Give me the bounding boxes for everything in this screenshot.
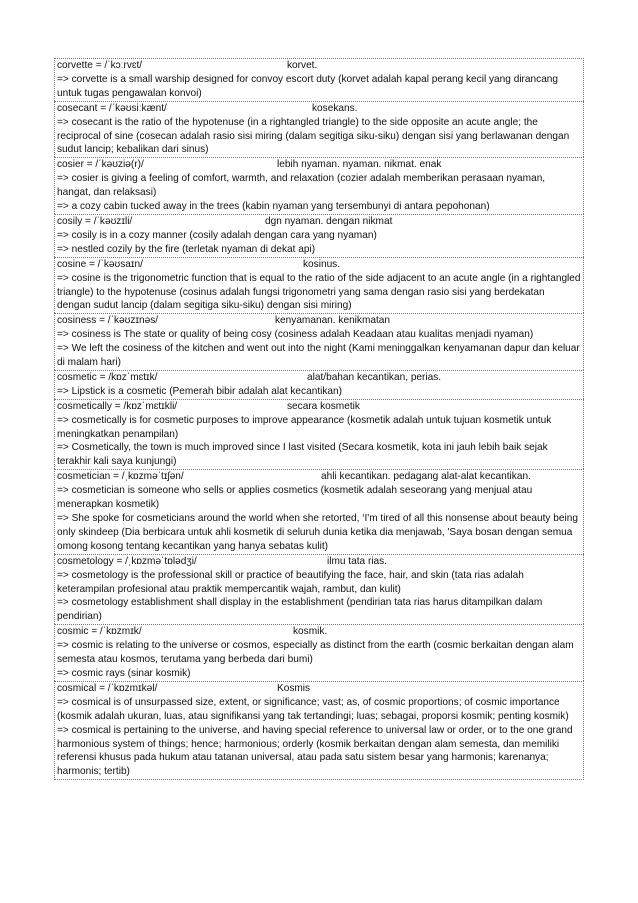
entry-translation: kosmik.	[293, 626, 328, 638]
entry-example-line: => cosmic is relating to the universe or cosmos, especially as distinct from the earth (cosmic berkaitan dengan alam semesta atau kosmos, terutama yang berbeda dari bumi)	[57, 640, 574, 666]
entry-example-line: => She spoke for cosmeticians around the world when she retorted, ‘I'm tired of all this nonsense about beauty being only skindeep (Dia berbicara untuk ahli kosmetik di seluruh dunia ketika dia menjawab, 'Saya bosan dengan semua omong kosong tentang kecantikan yang hanya sebatas kulit)	[57, 513, 578, 552]
entry-headword-row	[57, 555, 581, 569]
entry-example-line: => Cosmetically, the town is much improved since I last visited (Secara kosmetik, kota ini jauh lebih baik sejak terakhir kali saya kunjungi)	[57, 442, 548, 468]
entry-translation: ilmu tata rias.	[327, 555, 388, 567]
dictionary-page	[54, 58, 584, 780]
entry-example-line: => cosmetically is for cosmetic purposes to improve appearance (kosmetik adalah untuk tujuan kosmetik untuk meningkatkan penampilan)	[57, 414, 552, 440]
entry-example-line: => cosmical is of unsurpassed size, extent, or significance; vast; as, of cosmic proportions; of cosmic importance (kosmik adalah ukuran, luas, atau signifikansi yang tak tertandingi; luas; sebagai, proporsi kosmik; penting kosmik)	[57, 696, 569, 722]
entry-example-line: => corvette is a small warship designed for convoy escort duty (korvet adalah kapal perang kecil yang dirancang untuk tugas pengawalan konvoi)	[57, 73, 559, 99]
entry-example-line: => cosiness is The state or quality of being cosy (cosiness adalah Keadaan atau kualitas menjadi nyaman)	[57, 329, 534, 341]
dictionary-entry	[54, 624, 584, 681]
dictionary-entry	[54, 681, 584, 780]
entry-term: cosmic = /ˈkɒzmɪk/	[57, 626, 142, 638]
entry-example-line: => cosmic rays (sinar kosmik)	[57, 667, 191, 679]
dictionary-entry	[54, 370, 584, 399]
entry-headword-row	[57, 158, 581, 172]
entry-example-line: => Lipstick is a cosmetic (Pemerah bibir adalah alat kecantikan)	[57, 385, 343, 397]
entry-headword-row	[57, 102, 581, 116]
entry-example-line: => cosmical is pertaining to the universe, and having special reference to universal law or order, or to the one grand harmonious system of things; hence; harmonious; orderly (kosmik berkaitan dengan alam semesta, dan memiliki referensi khusus pada hukum atau tatanan universal, atau pada satu sistem besar yang harmonis; karenanya; harmonis; tertib)	[57, 724, 573, 778]
dictionary-entry	[54, 157, 584, 214]
entry-headword-row	[57, 59, 581, 73]
entry-example-line: => cosier is giving a feeling of comfort, warmth, and relaxation (cozier adalah memberikan perasaan nyaman, hangat, dan relaksasi)	[57, 173, 546, 199]
dictionary-entry	[54, 399, 584, 470]
entry-term: cosmetology = /ˌkɒzməˈtɒlədʒi/	[57, 555, 197, 567]
entry-term: cosily = /ˈkəʊzɪli/	[57, 215, 133, 227]
entry-translation: kosekans.	[312, 102, 358, 114]
entry-example-line: => cosmetology is the professional skill or practice of beautifying the face, hair, and skin (tata rias adalah keterampilan profesional atau praktik mempercantik wajah, rambut, dan kulit)	[57, 569, 524, 595]
entry-translation: kosinus.	[303, 258, 341, 270]
entry-headword-row	[57, 314, 581, 328]
entry-headword-row	[57, 682, 581, 696]
entry-example-line: => We left the cosiness of the kitchen and went out into the night (Kami meninggalkan kenyamanan dapur dan keluar di malam hari)	[57, 343, 580, 369]
entry-term: cosine = /ˈkəʊsaɪn/	[57, 258, 143, 270]
entry-term: cosmetician = /ˌkɒzməˈtɪʃən/	[57, 471, 184, 483]
entry-headword-row	[57, 470, 581, 484]
dictionary-entry	[54, 101, 584, 158]
entry-headword-row	[57, 215, 581, 229]
dictionary-entry	[54, 554, 584, 625]
entry-example-line: => cosecant is the ratio of the hypotenuse (in a rightangled triangle) to the side opposite an acute angle; the reciprocal of sine (cosecan adalah rasio sisi miring (dalam segitiga siku-siku) dengan sisi yang berlawanan dengan sudut lancip; kebalikan dari sinus)	[57, 116, 570, 156]
entry-example-line: => a cozy cabin tucked away in the trees (kabin nyaman yang tersembunyi di antara pepohonan)	[57, 201, 490, 213]
entry-headword-row	[57, 400, 581, 414]
entry-translation: dgn nyaman. dengan nikmat	[265, 215, 393, 227]
dictionary-entry	[54, 214, 584, 257]
dictionary-entry	[54, 58, 584, 101]
dictionary-entry	[54, 313, 584, 370]
entry-example-line: => cosily is in a cozy manner (cosily adalah dengan cara yang nyaman)	[57, 229, 377, 241]
entry-term: cosier = /ˈkəʊziə(r)/	[57, 159, 144, 171]
entry-translation: lebih nyaman. nyaman. nikmat. enak	[277, 159, 442, 171]
entry-headword-row	[57, 371, 581, 385]
entry-term: cosmetic = /kɒzˈmɛtɪk/	[57, 371, 158, 383]
entry-translation: kenyamanan. kenikmatan	[275, 315, 391, 327]
entry-term: cosecant = /ˈkəʊsiːkænt/	[57, 102, 167, 114]
entry-headword-row	[57, 258, 581, 272]
entry-translation: Kosmis	[277, 682, 311, 694]
entry-term: cosmical = /ˈkɒzmɪkəl/	[57, 682, 158, 694]
dictionary-entry	[54, 257, 584, 314]
entry-term: corvette = /ˈkɔːrvɛt/	[57, 60, 143, 71]
entry-term: cosmetically = /kɒzˈmɛtɪkli/	[57, 400, 178, 412]
entry-translation: secara kosmetik	[287, 400, 360, 412]
entry-example-line: => cosmetician is someone who sells or applies cosmetics (kosmetik adalah seseorang yang menjual atau menerapkan kosmetik)	[57, 485, 533, 511]
dictionary-entry	[54, 469, 584, 553]
entry-translation: ahli kecantikan. pedagang alat-alat kecantikan.	[321, 471, 531, 483]
entry-example-line: => cosmetology establishment shall display in the establishment (pendirian tata rias harus ditampilkan dalam pendirian)	[57, 597, 543, 623]
entry-translation: korvet.	[287, 60, 318, 71]
entry-example-line: => cosine is the trigonometric function that is equal to the ratio of the side adjacent to an acute angle (in a rightangled triangle) to the hypotenuse (cosinus adalah fungsi trigonometri yang sama dengan rasio sisi yang berdekatan dengan sudut lancip (dalam segitiga siku-siku) dengan sisi miring)	[57, 272, 581, 312]
entry-example-line: => nestled cozily by the fire (terletak nyaman di dekat api)	[57, 243, 316, 255]
entry-headword-row	[57, 625, 581, 639]
entry-term: cosiness = /ˈkəʊzɪnəs/	[57, 315, 159, 327]
entry-translation: alat/bahan kecantikan, perias.	[307, 371, 442, 383]
